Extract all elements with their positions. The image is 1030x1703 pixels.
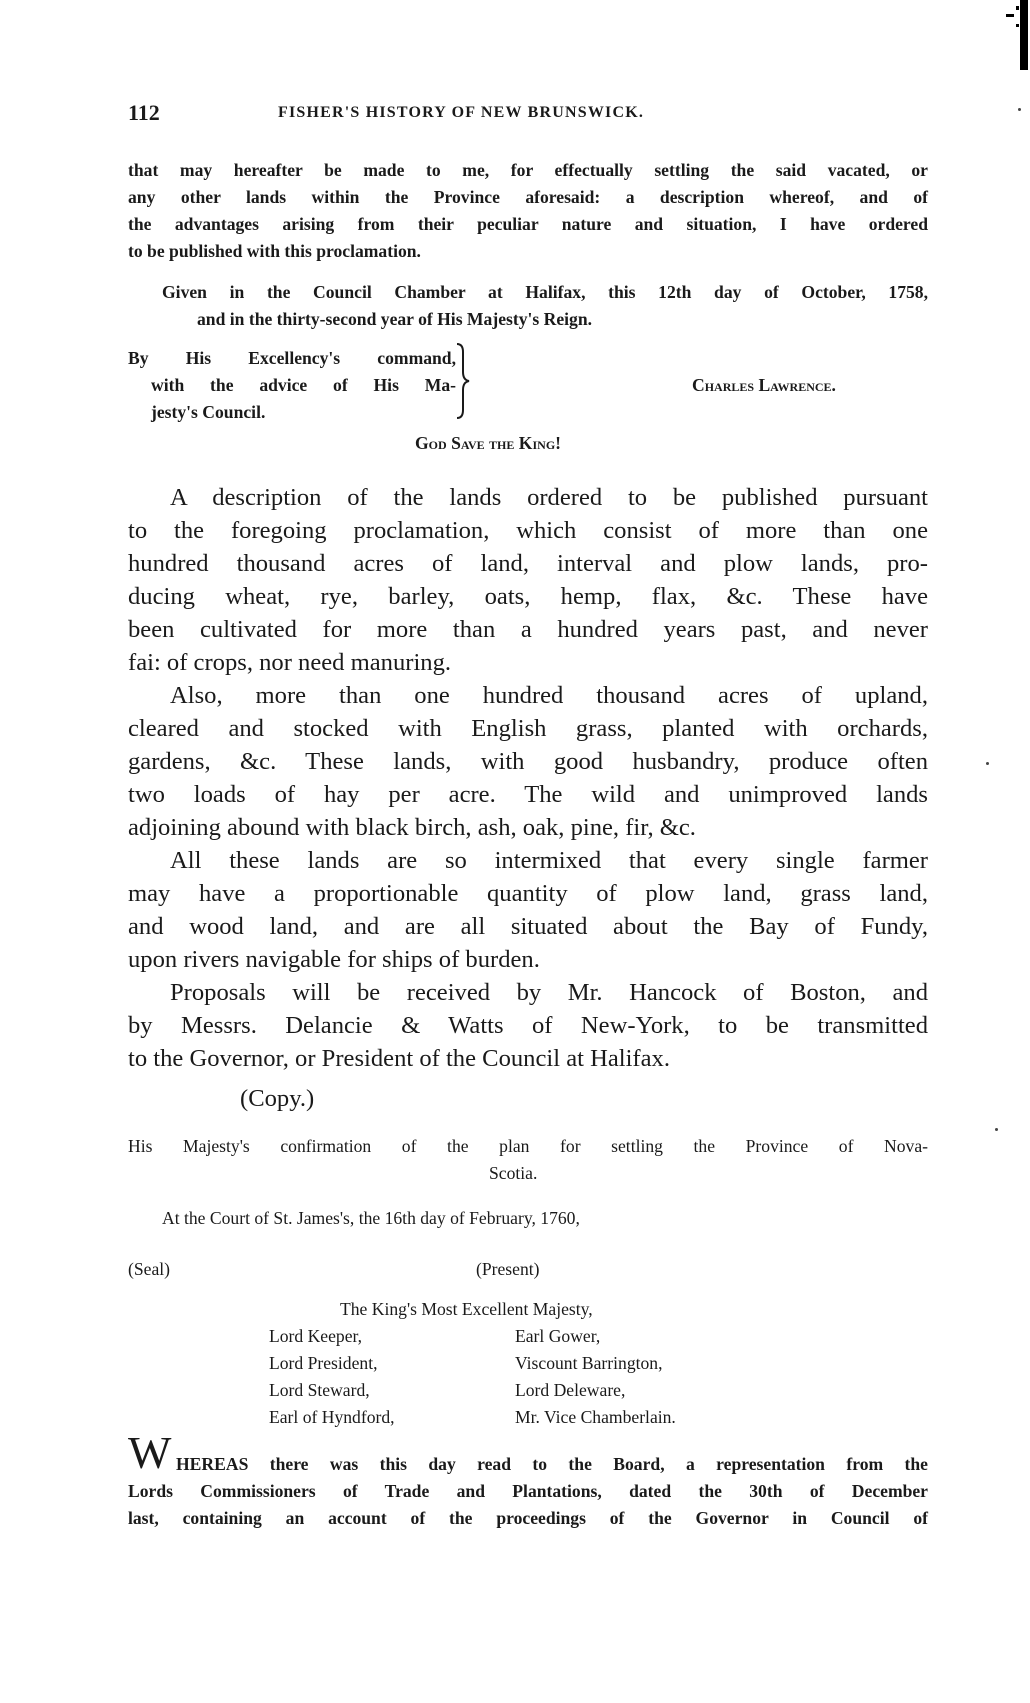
proclamation-line: that may hereafter be made to me, for effectually settling the said vacated, or	[128, 160, 928, 180]
signature: Charles Lawrence.	[692, 375, 836, 395]
paragraph-line: adjoining abound with black birch, ash, oak, pine, fir, &c.	[128, 814, 696, 841]
paragraph-line: may have a proportionable quantity of plow land, grass land,	[128, 880, 928, 907]
running-title: FISHER'S HISTORY OF NEW BRUNSWICK.	[278, 104, 645, 121]
paragraph-line: ducing wheat, rye, barley, oats, hemp, flax, &c. These have	[128, 583, 928, 610]
paragraph-line: by Messrs. Delancie & Watts of New-York, to be transmitted	[128, 1012, 928, 1039]
scan-edge-mark	[1016, 6, 1019, 10]
whereas-line: Lords Commissioners of Trade and Plantations, dated the 30th of December	[128, 1481, 928, 1501]
attendee-right: Earl Gower,	[515, 1326, 601, 1346]
paragraph-line: cleared and stocked with English grass, planted with orchards,	[128, 715, 928, 742]
court-line: At the Court of St. James's, the 16th day of February, 1760,	[162, 1208, 580, 1228]
paragraph-line: to the foregoing proclamation, which consist of more than one	[128, 517, 928, 544]
page-header	[128, 100, 898, 130]
attendee-left: Lord Steward,	[269, 1380, 370, 1400]
command-line: By His Excellency's command,	[128, 348, 456, 368]
proclamation-line: the advantages arising from their peculiar nature and situation, I have ordered	[128, 214, 928, 234]
majesty-line: The King's Most Excellent Majesty,	[340, 1299, 593, 1319]
page-number: 112	[128, 100, 160, 125]
proclamation-line: any other lands within the Province aforesaid: a description whereof, and of	[128, 187, 928, 207]
scan-edge-mark	[1020, 0, 1028, 70]
paragraph-line: two loads of hay per acre. The wild and unimproved lands	[128, 781, 928, 808]
attendee-left: Lord President,	[269, 1353, 378, 1373]
paragraph-line: Also, more than one hundred thousand acres of upland,	[170, 682, 928, 709]
paragraph-line: hundred thousand acres of land, interval and plow lands, pro-	[128, 550, 928, 577]
paragraph-line: to the Governor, or President of the Council at Halifax.	[128, 1045, 670, 1072]
given-line: Given in the Council Chamber at Halifax, this 12th day of October, 1758,	[162, 282, 928, 302]
scan-edge-mark	[1006, 14, 1014, 17]
paragraph-line: gardens, &c. These lands, with good husbandry, produce often	[128, 748, 928, 775]
copy-note: (Copy.)	[240, 1085, 315, 1112]
paragraph-line: A description of the lands ordered to be published pursuant	[170, 484, 928, 511]
scan-speck	[986, 762, 989, 765]
attendee-left: Earl of Hyndford,	[269, 1407, 395, 1427]
seal-label: (Seal)	[128, 1259, 171, 1279]
whereas-line: last, containing an account of the proceedings of the Governor in Council of	[128, 1508, 928, 1528]
scan-speck	[1018, 108, 1021, 111]
scan-speck	[995, 1128, 998, 1131]
closing-line: God Save the King!	[415, 433, 562, 453]
present-label: (Present)	[476, 1259, 540, 1279]
drop-cap: W	[128, 1427, 172, 1478]
whereas-line: HEREAS there was this day read to the Board, a representation from the	[176, 1454, 928, 1474]
paragraph-line: been cultivated for more than a hundred years past, and never	[128, 616, 928, 643]
paragraph-line: Proposals will be received by Mr. Hancock of Boston, and	[170, 979, 928, 1006]
scan-edge-mark	[1016, 24, 1019, 27]
command-line: with the advice of His Ma-	[151, 375, 456, 395]
paragraph-line: and wood land, and are all situated about the Bay of Fundy,	[128, 913, 928, 940]
given-line: and in the thirty-second year of His Majesty's Reign.	[197, 309, 593, 329]
paragraph-line: All these lands are so intermixed that every single farmer	[170, 847, 928, 874]
confirmation-title: His Majesty's confirmation of the plan for settling the Province of Nova-	[128, 1136, 928, 1156]
attendee-right: Mr. Vice Chamberlain.	[515, 1407, 676, 1427]
attendee-right: Lord Deleware,	[515, 1380, 626, 1400]
command-line: jesty's Council.	[151, 402, 266, 422]
confirmation-title: Scotia.	[489, 1163, 538, 1183]
paragraph-line: upon rivers navigable for ships of burden.	[128, 946, 540, 973]
attendee-left: Lord Keeper,	[269, 1326, 363, 1346]
paragraph-line: fai: of crops, nor need manuring.	[128, 649, 452, 676]
proclamation-line: to be published with this proclamation.	[128, 241, 421, 261]
attendee-right: Viscount Barrington,	[515, 1353, 663, 1373]
curly-brace	[455, 342, 473, 420]
